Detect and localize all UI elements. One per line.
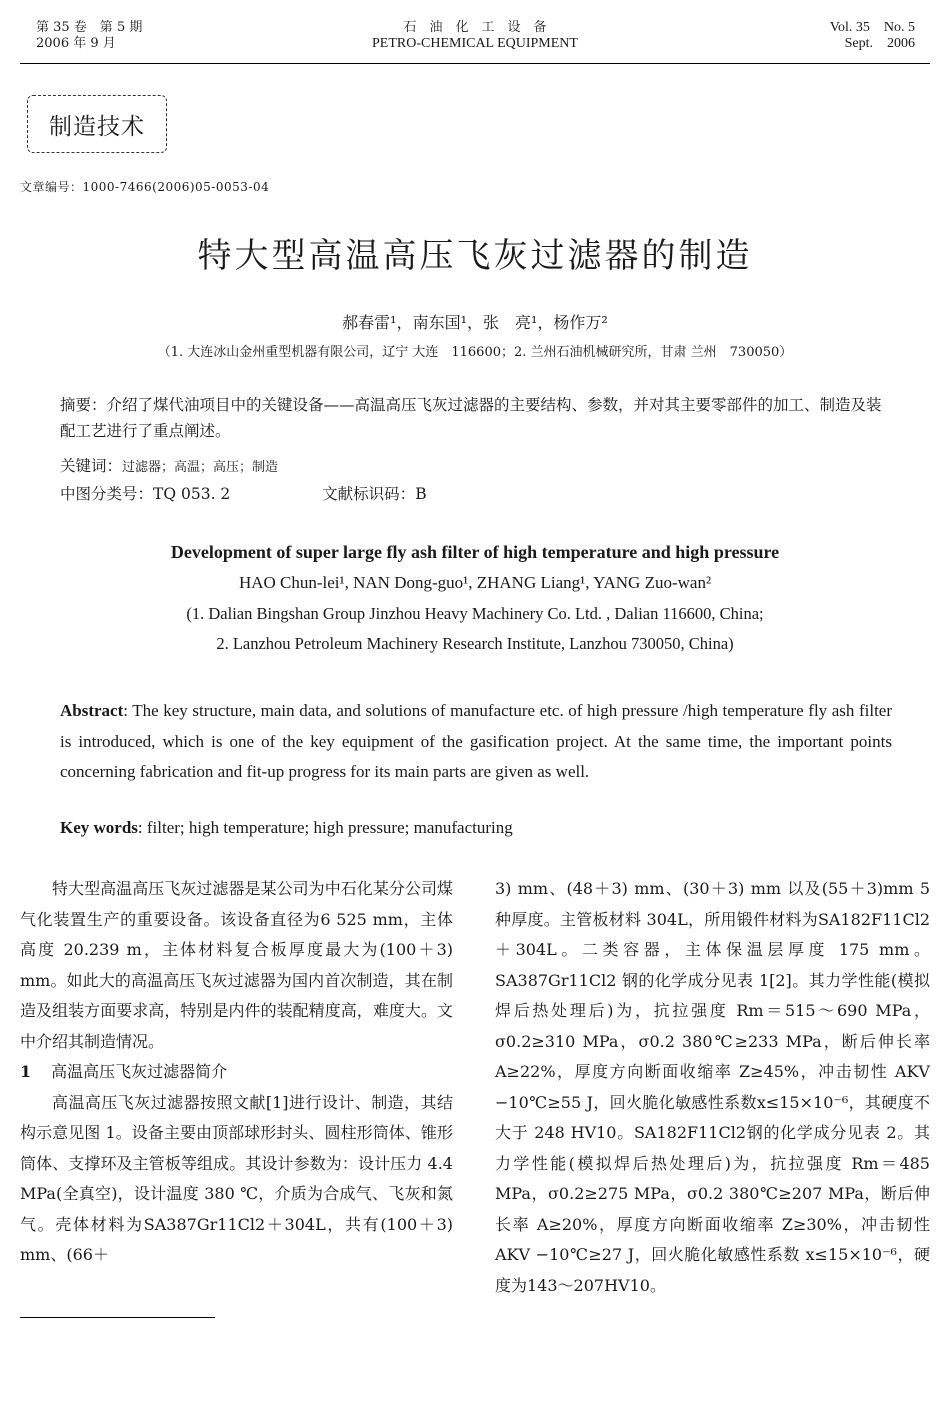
keywords-cn bbox=[60, 453, 895, 481]
keywords-en-label: Key words bbox=[60, 818, 138, 837]
section-stamp bbox=[27, 95, 167, 153]
section-heading-1 bbox=[20, 1057, 453, 1088]
date-en: Sept. 2006 bbox=[844, 36, 915, 51]
doc-code-value: B bbox=[415, 485, 427, 503]
section-heading-number: 1 bbox=[20, 1062, 32, 1081]
article-number: 文章编号：1000-7466(2006)05-0053-04 bbox=[20, 180, 270, 194]
abstract-en bbox=[60, 696, 892, 788]
header-rule bbox=[20, 63, 930, 64]
keywords-cn-text: 过滤器；高温；高压；制造 bbox=[122, 460, 279, 475]
affiliation-en-2: 2. Lanzhou Petroleum Machinery Research Institute, Lanzhou 730050, China) bbox=[216, 634, 734, 653]
section-stamp-label: 制造技术 bbox=[49, 114, 145, 140]
affiliation-cn: （1. 大连冰山金州重型机器有限公司，辽宁 大连 116600；2. 兰州石油机械研究所，甘肃 兰州 730050） bbox=[157, 345, 793, 360]
keywords-cn-label: 关键词： bbox=[60, 457, 123, 475]
body-left-paragraph-1: 特大型高温高压飞灰过滤器是某公司为中石化某分公司煤气化装置生产的重要设备。该设备直径为6 525 mm，主体高度 20.239 m，主体材料复合板厚度最大为(100＋3) mm。如此大的高温高压飞灰过滤器为国内首次制造，其在制造及组装方面要求高，特别是内件的装配精度高，难度大。文中介绍其制造情况。 bbox=[20, 879, 453, 1051]
authors-en: HAO Chun-lei¹, NAN Dong-guo¹, ZHANG Liang¹, YANG Zuo-wan² bbox=[238, 573, 712, 592]
abstract-cn-text: 介绍了煤代油项目中的关键设备——高温高压飞灰过滤器的主要结构、参数，并对其主要零部件的加工、制造及装配工艺进行了重点阐述。 bbox=[60, 396, 882, 440]
journal-name-en: PETRO-CHEMICAL EQUIPMENT bbox=[372, 36, 578, 51]
footnote-rule bbox=[20, 1317, 215, 1318]
date-cn: 2006 年 9 月 bbox=[36, 36, 116, 51]
journal-name-cn: 石 油 化 工 设 备 bbox=[403, 20, 547, 35]
volume-cn: 第 35 卷 第 5 期 bbox=[36, 20, 143, 35]
journal-name bbox=[0, 20, 950, 52]
abstract-cn-label: 摘要： bbox=[60, 396, 107, 414]
classification bbox=[60, 481, 895, 507]
volume-en: Vol. 35 No. 5 bbox=[829, 20, 915, 35]
abstract-cn bbox=[60, 392, 895, 444]
body-left-paragraph-2: 高温高压飞灰过滤器按照文献[1]进行设计、制造，其结构示意见图 1。设备主要由顶部球形封头、圆柱形筒体、锥形筒体、支撑环及主管板等组成。其设计参数为：设计压力 4.4 MPa(全真空)，设计温度 380 ℃，介质为合成气、飞灰和氮气。壳体材料为SA387Gr11Cl2＋304L，共有(100＋3) mm、(66＋ bbox=[20, 1092, 453, 1264]
clc-label: 中图分类号： bbox=[60, 485, 154, 503]
abstract-en-label: Abstract bbox=[60, 701, 124, 720]
keywords-en-text: : filter; high temperature; high pressure; manufacturing bbox=[137, 818, 513, 837]
issue-info-en bbox=[830, 20, 915, 52]
title-cn: 特大型高温高压飞灰过滤器的制造 bbox=[197, 236, 753, 276]
keywords-en bbox=[60, 818, 892, 838]
body-right-column bbox=[495, 874, 930, 1301]
clc-value: TQ 053. 2 bbox=[153, 485, 231, 503]
body-right-paragraph-1: 3) mm、(48＋3) mm、(30＋3) mm 以及(55＋3)mm 5 种厚度。主管板材料 304L，所用锻件材料为SA182F11Cl2＋304L。二类容器，主体保温层厚度 175 mm。SA387Gr11Cl2 钢的化学成分见表 1[2]。其力学性能(模拟焊后热处理后)为，抗拉强度 Rm＝515～690 MPa，σ0.2≥310 MPa，σ0.2 380℃≥233 MPa，断后伸长率 A≥22%，厚度方向断面收缩率 Z≥45%，冲击韧性 AKV −10℃≥55 J，回火脆化敏感性系数x≤15×10⁻⁶，其硬度不大于 248 HV10。SA182F11Cl2钢的化学成分见表 2。其力学性能(模拟焊后热处理后)为，抗拉强度 Rm＝485 MPa，σ0.2≥275 MPa，σ0.2 380℃≥207 MPa，断后伸长率 A≥20%，厚度方向断面收缩率 Z≥30%，冲击韧性 AKV −10℃≥27 J，回火脆化敏感性系数 x≤15×10⁻⁶，硬度为143～207HV10。 bbox=[495, 879, 930, 1295]
authors-cn: 郝春雷¹，南东国¹，张 亮¹，杨作万² bbox=[342, 313, 608, 332]
section-heading-text: 高温高压飞灰过滤器简介 bbox=[51, 1062, 228, 1081]
body-left-column bbox=[20, 874, 453, 1271]
affiliation-en-1: (1. Dalian Bingshan Group Jinzhou Heavy Machinery Co. Ltd. , Dalian 116600, China; bbox=[186, 604, 764, 623]
abstract-en-text: : The key structure, main data, and solutions of manufacture etc. of high pressure /high temperature fly ash filter is introduced, which is one of the key equipment of the gasification project. At the same time, the important points concerning fabrication and fit-up progress for its main parts are given as well. bbox=[60, 701, 892, 781]
title-en: Development of super large fly ash filter of high temperature and high pressure bbox=[170, 542, 780, 562]
doc-code-label: 文献标识码： bbox=[322, 485, 416, 503]
